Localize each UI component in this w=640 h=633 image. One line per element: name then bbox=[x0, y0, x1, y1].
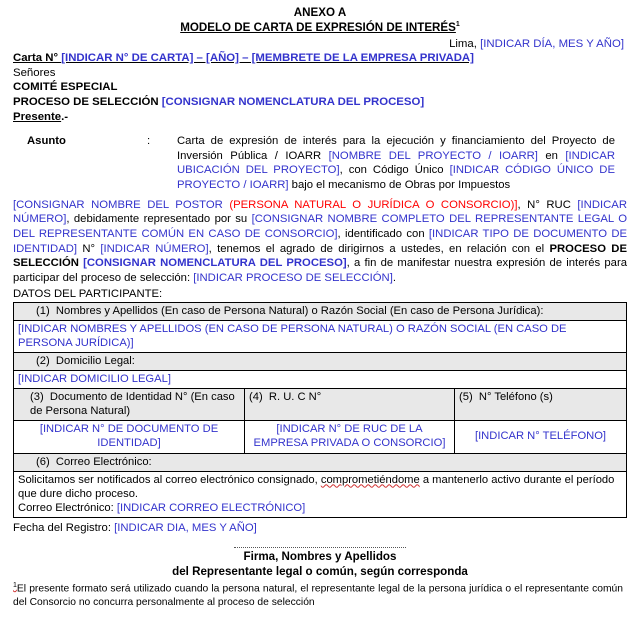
table-row bbox=[14, 421, 627, 453]
para-text-2: , debidamente representado por su bbox=[66, 213, 252, 226]
table-row bbox=[14, 371, 627, 389]
date-placeholder: [INDICAR DÍA, MES Y AÑO] bbox=[480, 37, 624, 50]
asunto-text-1: Carta de expresión de interés para la ejecución y financiamiento del Proyecto de Inversión Pública / IOARR bbox=[177, 134, 615, 162]
row5-number: (5) bbox=[459, 391, 473, 404]
ruc-placeholder: [INDICAR NÚMERO] bbox=[13, 198, 627, 226]
cell-value-nombres[interactable]: [INDICAR NOMBRES Y APELLIDOS (EN CASO DE PERSONA NATURAL) O RAZÓN SOCIAL (EN CASO DE PERSONA JURÍDICA)] bbox=[14, 320, 627, 352]
row4-number: (4) bbox=[249, 391, 263, 404]
main-paragraph bbox=[13, 198, 627, 286]
document-title-anexo: ANEXO A bbox=[293, 6, 347, 19]
cell-value-telefono[interactable]: [INDICAR N° TELÉFONO] bbox=[455, 421, 627, 453]
signature-caption-1: Firma, Nombres y Apellidos bbox=[243, 550, 397, 564]
asunto-placeholder-ubicacion: [INDICAR UBICACIÓN DEL PROYECTO] bbox=[177, 149, 615, 177]
postor-placeholder-red: (PERSONA NATURAL O JURÍDICA O CONSORCIO)] bbox=[229, 198, 518, 211]
asunto-text-3: , con Código Único bbox=[339, 164, 450, 177]
row1-number: (1) bbox=[36, 304, 50, 317]
cell-header-telefono bbox=[455, 389, 627, 421]
table-row bbox=[14, 453, 627, 471]
footnote-marker: 1 bbox=[13, 582, 17, 590]
para-text-1: , N° RUC bbox=[517, 198, 578, 211]
asunto-colon: : bbox=[147, 134, 151, 147]
table-row bbox=[14, 320, 627, 352]
row2-number: (2) bbox=[36, 354, 50, 367]
row3-header-text: Documento de Identidad N° (En caso de Persona Natural) bbox=[30, 391, 235, 418]
fecha-placeholder: [INDICAR DIA, MES Y AÑO] bbox=[114, 522, 257, 535]
row6-header-text: Correo Electrónico: bbox=[55, 455, 152, 468]
signature-block bbox=[13, 547, 627, 579]
correo-electronico-line bbox=[18, 501, 622, 515]
address-block bbox=[13, 51, 627, 125]
correo-notice bbox=[18, 473, 622, 501]
asunto-text-4: bajo el mecanismo de Obras por Impuestos bbox=[288, 178, 511, 191]
fecha-label: Fecha del Registro: bbox=[13, 522, 115, 535]
table-row bbox=[14, 389, 627, 421]
para-text-7: , a fin de manifestar nuestra expresión de interés para participar del proceso de selección: bbox=[13, 257, 628, 284]
datos-participante-label: DATOS DEL PARTICIPANTE: bbox=[13, 287, 163, 300]
asunto-text-2: en bbox=[537, 149, 566, 162]
numero-documento-placeholder: [INDICAR NÚMERO] bbox=[100, 242, 209, 255]
proceso-placeholder-2: [INDICAR PROCESO DE SELECCIÓN] bbox=[193, 271, 393, 284]
correo-notice-squiggle: comprometiéndome bbox=[320, 473, 420, 486]
fecha-registro-line bbox=[13, 521, 627, 535]
row4-header-text: R. U. C N° bbox=[268, 391, 322, 404]
presente-word: Presente bbox=[13, 111, 62, 124]
signature-caption-2: del Representante legal o común, según corresponda bbox=[172, 565, 468, 579]
title-footnote-marker: 1 bbox=[455, 21, 460, 29]
nomenclatura-placeholder: [CONSIGNAR NOMENCLATURA DEL PROCESO] bbox=[83, 257, 347, 270]
representante-placeholder: [CONSIGNAR NOMBRE COMPLETO DEL REPRESENTANTE LEGAL O DEL REPRESENTANTE COMÚN EN CASO DE CONSORCIO] bbox=[13, 213, 627, 240]
participant-data-table bbox=[13, 302, 627, 518]
row6-number: (6) bbox=[36, 455, 50, 468]
cell-value-documento-identidad[interactable]: [INDICAR N° DE DOCUMENTO DE IDENTIDAD] bbox=[14, 421, 245, 453]
cell-header-documento-identidad bbox=[14, 389, 245, 421]
proceso-seleccion-line bbox=[13, 95, 627, 110]
asunto-label: Asunto bbox=[27, 134, 66, 147]
document-title-modelo bbox=[13, 20, 627, 35]
footnote bbox=[13, 581, 627, 609]
presente-line bbox=[13, 110, 627, 125]
row3-header-inner bbox=[18, 390, 240, 418]
para-text-8: . bbox=[392, 271, 396, 284]
correo-notice-a: Solicitamos ser notificados al correo electrónico consignado, bbox=[18, 473, 321, 486]
cell-value-correo-block bbox=[14, 471, 627, 517]
row2-header-text: Domicilio Legal: bbox=[55, 354, 135, 367]
table-row bbox=[14, 352, 627, 370]
proceso-label: PROCESO DE SELECCIÓN bbox=[13, 96, 162, 109]
para-text-5: , tenemos el agrado de dirigirnos a ustedes, en relación con el bbox=[208, 242, 550, 255]
table-row bbox=[14, 302, 627, 320]
cell-header-correo bbox=[14, 453, 627, 471]
cell-value-ruc[interactable]: [INDICAR N° DE RUC DE LA EMPRESA PRIVADA O CONSORCIO] bbox=[245, 421, 455, 453]
cell-header-domicilio bbox=[14, 352, 627, 370]
asunto-body bbox=[177, 134, 627, 193]
asunto-placeholder-codigo: [INDICAR CÓDIGO ÚNICO DE PROYECTO / IOARR] bbox=[177, 164, 615, 191]
proceso-placeholder: [CONSIGNAR NOMENCLATURA DEL PROCESO] bbox=[161, 96, 425, 109]
footnote-text: El presente formato será utilizado cuando la persona natural, el representante legal de la persona jurídica o el representante común del Consorcio no concurra personalmente al proceso de selección bbox=[13, 583, 623, 608]
para-text-3: , identificado con bbox=[337, 227, 429, 240]
correo-label: Correo Electrónico: bbox=[18, 501, 117, 514]
carta-placeholder: [INDICAR N° DE CARTA] – [AÑO] – [MEMBRETE DE LA EMPRESA PRIVADA] bbox=[61, 51, 474, 64]
asunto-row bbox=[13, 134, 627, 193]
correo-notice-b: a mantenerlo activo durante el período que dure dicho proceso. bbox=[18, 473, 615, 500]
asunto-placeholder-proyecto: [NOMBRE DEL PROYECTO / IOARR] bbox=[328, 149, 538, 162]
row1-header-text: Nombres y Apellidos (En caso de Persona Natural) o Razón Social (En caso de Persona Jurídica): bbox=[55, 304, 544, 317]
senores-line: Señores bbox=[13, 66, 56, 79]
cell-header-ruc bbox=[245, 389, 455, 421]
date-line bbox=[13, 37, 627, 51]
carta-label: Carta N° bbox=[13, 51, 62, 64]
row3-number: (3) bbox=[30, 391, 44, 404]
correo-placeholder[interactable]: [INDICAR CORREO ELECTRÓNICO] bbox=[116, 501, 306, 514]
cell-header-nombres bbox=[14, 302, 627, 320]
carta-numero-line bbox=[13, 51, 627, 66]
date-line-static: Lima, bbox=[449, 37, 481, 50]
comite-especial-line: COMITÉ ESPECIAL bbox=[13, 81, 118, 94]
table-row bbox=[14, 471, 627, 517]
postor-placeholder: [CONSIGNAR NOMBRE DEL POSTOR bbox=[13, 198, 230, 211]
para-text-4: N° bbox=[77, 242, 101, 255]
cell-value-domicilio[interactable]: [INDICAR DOMICILIO LEGAL] bbox=[14, 371, 627, 389]
row5-header-text: N° Teléfono (s) bbox=[478, 391, 553, 404]
tipo-documento-placeholder: [INDICAR TIPO DE DOCUMENTO DE IDENTIDAD] bbox=[13, 227, 628, 255]
presente-suffix: .- bbox=[61, 111, 69, 124]
document-title-modelo-text: MODELO DE CARTA DE EXPRESIÓN DE INTERÉS bbox=[180, 21, 456, 35]
proceso-seleccion-bold: PROCESO DE SELECCIÓN bbox=[13, 242, 627, 270]
